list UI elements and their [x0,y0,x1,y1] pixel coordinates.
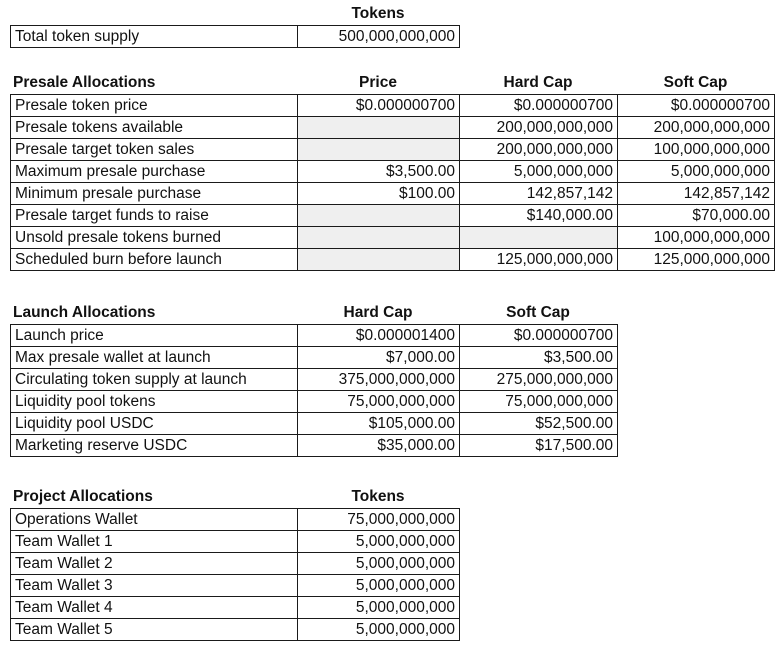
soft-cap-cell: 100,000,000,000 [618,139,775,161]
row-label: Presale target funds to raise [11,205,298,227]
supply-table [10,25,460,48]
tokens-cell: 75,000,000,000 [298,509,460,531]
hard-cap-cell: $0.000000700 [460,95,618,117]
row-label: Team Wallet 4 [11,597,298,619]
row-label: Team Wallet 5 [11,619,298,641]
price-cell: $100.00 [298,183,460,205]
launch-hard-header: Hard Cap [343,304,413,321]
row-label: Presale tokens available [11,117,298,139]
hard-cap-cell: $7,000.00 [298,347,460,369]
row-label: Scheduled burn before launch [11,249,298,271]
row-label: Liquidity pool USDC [11,413,298,435]
row-label: Maximum presale purchase [11,161,298,183]
hard-cap-cell: 142,857,142 [460,183,618,205]
hard-cap-cell: 125,000,000,000 [460,249,618,271]
hard-cap-cell [460,227,618,249]
price-cell: $0.000000700 [298,95,460,117]
row-label: Max presale wallet at launch [11,347,298,369]
table-row [11,553,460,575]
price-cell: $3,500.00 [298,161,460,183]
tokens-cell: 5,000,000,000 [298,619,460,641]
soft-cap-cell: 75,000,000,000 [460,391,618,413]
presale-hard-header: Hard Cap [503,74,573,91]
hard-cap-cell: 200,000,000,000 [460,117,618,139]
table-row [11,435,618,457]
table-row [11,249,775,271]
soft-cap-cell: 275,000,000,000 [460,369,618,391]
soft-cap-cell: $70,000.00 [618,205,775,227]
table-row [11,531,460,553]
hard-cap-cell: 200,000,000,000 [460,139,618,161]
price-cell [298,205,460,227]
project-table [10,508,460,641]
presale-title: Presale Allocations [13,74,156,91]
hard-cap-cell: 375,000,000,000 [298,369,460,391]
supply-tokens-header: Tokens [351,5,405,22]
presale-table [10,94,775,271]
hard-cap-cell: 5,000,000,000 [460,161,618,183]
project-tokens-header: Tokens [351,488,405,505]
launch-table [10,324,618,457]
row-label: Presale token price [11,95,298,117]
row-label: Launch price [11,325,298,347]
tokens-cell: 5,000,000,000 [298,575,460,597]
table-row [11,117,775,139]
supply-label: Total token supply [11,26,298,48]
table-row [11,183,775,205]
table-row [11,575,460,597]
table-row [11,161,775,183]
row-label: Team Wallet 2 [11,553,298,575]
soft-cap-cell: 200,000,000,000 [618,117,775,139]
table-row [11,597,460,619]
table-row [11,205,775,227]
table-row [11,139,775,161]
soft-cap-cell: $52,500.00 [460,413,618,435]
soft-cap-cell: 125,000,000,000 [618,249,775,271]
hard-cap-cell: $0.000001400 [298,325,460,347]
project-title: Project Allocations [13,488,153,505]
hard-cap-cell: $105,000.00 [298,413,460,435]
hard-cap-cell: 75,000,000,000 [298,391,460,413]
soft-cap-cell: $17,500.00 [460,435,618,457]
row-label: Circulating token supply at launch [11,369,298,391]
table-row [11,227,775,249]
supply-value: 500,000,000,000 [298,26,460,48]
table-row [11,325,618,347]
row-label: Minimum presale purchase [11,183,298,205]
soft-cap-cell: $0.000000700 [618,95,775,117]
row-label: Team Wallet 3 [11,575,298,597]
presale-price-header: Price [359,74,397,91]
table-row [11,509,460,531]
soft-cap-cell: $0.000000700 [460,325,618,347]
row-label: Team Wallet 1 [11,531,298,553]
table-row [11,369,618,391]
row-label: Presale target token sales [11,139,298,161]
soft-cap-cell: 142,857,142 [618,183,775,205]
presale-soft-header: Soft Cap [663,74,728,91]
row-label: Unsold presale tokens burned [11,227,298,249]
tokens-cell: 5,000,000,000 [298,553,460,575]
soft-cap-cell: 100,000,000,000 [618,227,775,249]
table-row [11,413,618,435]
soft-cap-cell: 5,000,000,000 [618,161,775,183]
hard-cap-cell: $140,000.00 [460,205,618,227]
table-row [11,347,618,369]
soft-cap-cell: $3,500.00 [460,347,618,369]
tokens-cell: 5,000,000,000 [298,597,460,619]
row-label: Liquidity pool tokens [11,391,298,413]
row-label: Operations Wallet [11,509,298,531]
table-row [11,619,460,641]
launch-soft-header: Soft Cap [506,304,570,321]
launch-title: Launch Allocations [13,304,156,321]
price-cell [298,249,460,271]
row-label: Marketing reserve USDC [11,435,298,457]
table-row [11,391,618,413]
hard-cap-cell: $35,000.00 [298,435,460,457]
tokens-cell: 5,000,000,000 [298,531,460,553]
price-cell [298,227,460,249]
table-row [11,95,775,117]
table-row [11,26,460,48]
price-cell [298,117,460,139]
price-cell [298,139,460,161]
